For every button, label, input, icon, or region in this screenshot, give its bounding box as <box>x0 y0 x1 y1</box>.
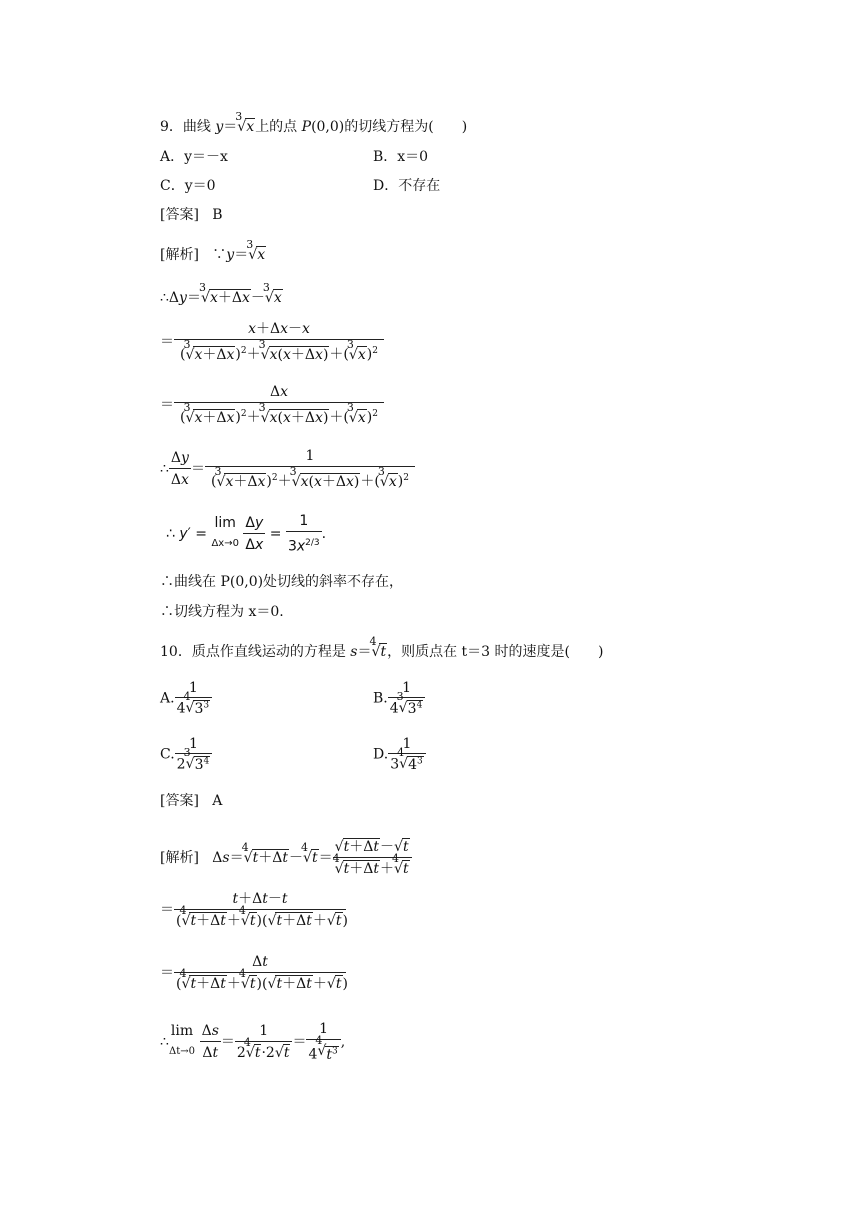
q9-analysis-line2: ∴Δy＝ 3 √ x＋Δx－ 3 √ x <box>160 281 282 306</box>
cube-root: 3 √ x <box>235 110 255 135</box>
q9-option-c: C．y＝0 <box>160 178 216 194</box>
q9-analysis-line5: ∴ $\frac{\Delta y}{\Delta x}$ ＝ 1 ( 3 √ x＋Δx)$^2$＋ 3 √ x(x＋Δx)＋( 3 √ x)$^2$ <box>160 447 415 491</box>
q10-option-d: D. 1 3 4 √ $4^3$ <box>373 736 426 773</box>
q9-stem: 9．曲线 y＝ 3 √ x上的点 P(0,0)的切线方程为( ) <box>160 110 468 135</box>
q9-analysis-line1: [解析] ∵y＝ 3 √ x <box>160 238 266 263</box>
q10-stem: 10．质点作直线运动的方程是 s＝ 4 √ t，则质点在 t＝3 时的速度是( ) <box>160 635 604 660</box>
q9-option-d: D．不存在 <box>373 178 441 194</box>
q10-answer: [答案] A <box>160 793 223 809</box>
q9-answer: [答案] B <box>160 207 223 223</box>
q9-analysis-line3: ＝ x＋Δx－x ( 3 √ x＋Δx)$^2$＋ 3 √ x(x＋Δx)＋( 3 √ x)$^2$ <box>160 320 384 364</box>
q10-option-b: B. 1 4 3 √ $3^4$ <box>373 680 425 717</box>
q10-analysis-line4: ∴ lim Δt→0 $\frac{\Delta s}{\Delta t}$ ＝ 1 2 4 √ t·2 √ t ＝ 1 4 4 √ $t^3$ , <box>160 1021 346 1063</box>
q9-analysis-line6: ∴ y′ = lim Δx→0 $\frac{\Delta y}{\Delta x}$ = $\frac{1}{3x^{2/3}}$ . <box>166 513 327 555</box>
q9-conclusion1: ∴曲线在 P(0,0)处切线的斜率不存在， <box>160 574 404 590</box>
q10-option-c: C. 1 2 3 √ $3^4$ <box>160 736 212 773</box>
q10-analysis-line1: [解析] Δs＝ 4 √ t＋Δt－ 4 √ t＝ √ t＋Δt－ √ t 4 √ t＋Δt＋ 4 √ t <box>160 838 412 878</box>
q9-option-b: B．x＝0 <box>373 149 429 165</box>
q10-option-a: A. 1 4 4 √ $3^3$ <box>160 680 212 717</box>
q10-analysis-line2: ＝ t＋Δt－t ( 4 √ t＋Δt＋ 4 √ t)( √ t＋Δt＋ √ t) <box>160 891 348 929</box>
q9-option-a: A．y＝－x <box>160 149 228 165</box>
q10-analysis-line3: ＝ Δt ( 4 √ t＋Δt＋ 4 √ t)( √ t＋Δt＋ √ t) <box>160 954 348 992</box>
q9-analysis-line4: ＝ Δx ( 3 √ x＋Δx)$^2$＋ 3 √ x(x＋Δx)＋( 3 √ x)$^2$ <box>160 383 384 427</box>
q9-conclusion2: ∴切线方程为 x＝0. <box>160 604 284 620</box>
